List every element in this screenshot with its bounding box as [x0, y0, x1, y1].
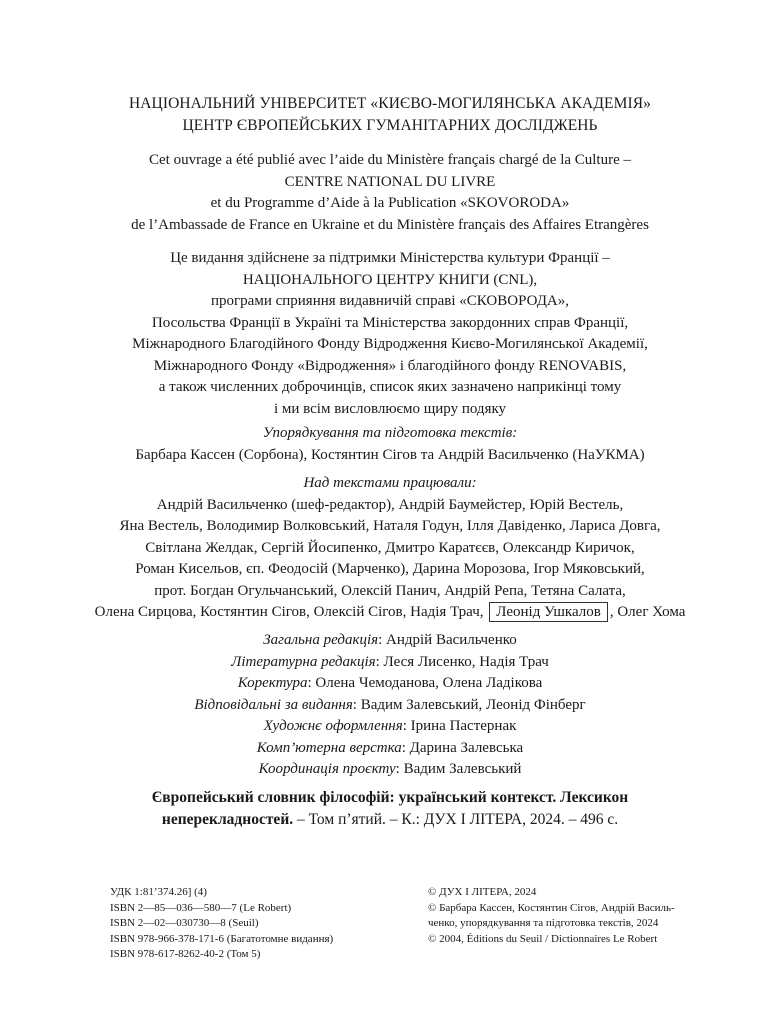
ukrainian-line: Посольства Франції в Україні та Міністерства закордонних справ Франції,	[151, 314, 629, 331]
compilation-label: Упорядкування та підготовка текстів:	[262, 425, 518, 441]
contributors-label: Над текстами працювали:	[303, 475, 477, 491]
editorial-names: : Ірина Пастернак	[402, 718, 517, 734]
editorial-names: : Дарина Залевська	[401, 739, 524, 756]
ukrainian-line: Це видання здійснене за підтримки Міністерства культури Франції –	[170, 250, 610, 266]
ukrainian-line: НАЦІОНАЛЬНОГО ЦЕНТРУ КНИГИ (CNL),	[242, 271, 538, 288]
ukrainian-line: і ми всім висловлюємо щиру подяку	[273, 400, 507, 417]
ukrainian-line: а також численних доброчинців, список яких зазначено наприкінці тому	[158, 379, 622, 395]
isbn-line: ISBN 2—85—036—580—7 (Le Robert)	[110, 901, 292, 914]
editorial-row	[60, 630, 720, 652]
editorial-role: Літературна редакція	[231, 653, 376, 670]
editorial-row	[60, 738, 720, 760]
editorial-names: : Андрій Васильченко	[378, 632, 517, 648]
copyright-line: © 2004, Éditions du Seuil / Dictionnaires Le Robert	[428, 932, 658, 945]
editorial-row	[60, 673, 720, 695]
editorial-names: : Олена Чемоданова, Олена Ладікова	[307, 675, 543, 691]
contributors-line: Світлана Желдак, Сергій Йосипенко, Дмитро Каратєєв, Олександр Киричок,	[145, 539, 635, 556]
ukrainian-line: програми сприяння видавничій справі «СКОВОРОДА»,	[210, 293, 570, 309]
editorial-row	[60, 759, 720, 781]
editorial-names: : Леся Лисенко, Надія Трач	[375, 653, 549, 670]
research-center-name: ЦЕНТР ЄВРОПЕЙСЬКИХ ГУМАНІТАРНИХ ДОСЛІДЖЕНЬ	[182, 117, 598, 134]
contributors-names-after: , Олег Хома	[609, 604, 686, 620]
contributors-credits	[60, 473, 720, 624]
ukrainian-line: Міжнародного Фонду «Відродження» і благодійного фонду RENOVABIS,	[153, 357, 627, 374]
contributors-names-before: Олена Сирцова, Костянтин Сігов, Олексій Сігов, Надія Трач,	[94, 604, 484, 620]
contributors-line: Роман Кисельов, єп. Феодосій (Марченко), Дарина Морозова, Ігор Мяковський,	[135, 561, 645, 577]
udc-code: УДК 1:81’374.26] (4)	[110, 886, 207, 898]
copyright-line: © ДУХ І ЛІТЕРА, 2024	[428, 886, 537, 898]
editorial-role: Відповідальні за видання	[194, 696, 353, 713]
ukrainian-acknowledgement	[60, 248, 720, 420]
isbn-line: ISBN 978-966-378-171-6 (Багатотомне видання)	[110, 932, 334, 945]
editorial-role: Комп’ютерна верстка	[256, 739, 402, 756]
copyright-line: ченко, упорядкування та підготовка текстів, 2024	[428, 917, 659, 929]
editorial-row	[60, 652, 720, 674]
highlighted-name-box[interactable]: Леонід Ушкалов	[489, 602, 608, 622]
book-title-end: неперекладностей.	[161, 811, 294, 828]
french-line: CENTRE NATIONAL DU LIVRE	[284, 173, 496, 190]
university-name: НАЦІОНАЛЬНИЙ УНІВЕРСИТЕТ «КИЄВО-МОГИЛЯНСЬКА АКАДЕМІЯ»	[128, 95, 652, 112]
compilation-credits	[60, 423, 720, 466]
classification-isbn-block	[110, 885, 333, 963]
bibliographic-description	[60, 787, 720, 831]
editorial-role: Загальна редакція	[263, 632, 379, 648]
contributors-line: прот. Богдан Огульчанський, Олексій Панич, Андрій Репа, Тетяна Салата,	[154, 582, 626, 599]
book-imprint-details: – Том п’ятий. – К.: ДУХ І ЛІТЕРА, 2024. – 496 с.	[293, 811, 619, 828]
book-title-line2	[60, 809, 720, 831]
editorial-role: Коректура	[237, 675, 308, 691]
editorial-names: : Вадим Залевський, Леонід Фінберг	[352, 696, 586, 713]
editorial-row	[60, 695, 720, 717]
contributors-line: Андрій Васильченко (шеф-редактор), Андрій Баумейстер, Юрій Вестель,	[156, 496, 624, 513]
french-line: de l’Ambassade de France en Ukraine et du Ministère français des Affaires Etrangères	[131, 216, 649, 233]
french-line: et du Programme d’Aide à la Publication «SKOVORODA»	[210, 195, 570, 211]
isbn-line: ISBN 2—02—030730—8 (Seuil)	[110, 917, 259, 929]
editorial-role: Художнє оформлення	[263, 718, 403, 734]
contributors-last-line	[60, 602, 720, 624]
editorial-names: : Вадим Залевський	[395, 761, 522, 777]
book-title-line1: Європейський словник філософій: український контекст. Лексикон	[151, 789, 629, 806]
compilation-names: Барбара Кассен (Сорбона), Костянтин Сігов та Андрій Васильченко (НаУКМА)	[135, 446, 645, 463]
french-line: Cet ouvrage a été publié avec l’aide du Ministère français chargé de la Culture –	[148, 152, 632, 168]
french-acknowledgement	[60, 150, 720, 236]
editorial-staff	[60, 630, 720, 781]
institution-header	[60, 93, 720, 137]
editorial-row	[60, 716, 720, 738]
editorial-role: Координація проєкту	[258, 761, 396, 777]
contributors-line: Яна Вестель, Володимир Волковський, Наталя Годун, Ілля Давіденко, Лариса Довга,	[119, 518, 661, 534]
copyright-block	[428, 885, 675, 947]
copyright-line: © Барбара Кассен, Костянтин Сігов, Андрій Василь-	[428, 901, 675, 914]
ukrainian-line: Міжнародного Благодійного Фонду Відродження Києво-Могилянської Академії,	[132, 336, 648, 352]
isbn-line: ISBN 978-617-8262-40-2 (Том 5)	[110, 948, 261, 960]
